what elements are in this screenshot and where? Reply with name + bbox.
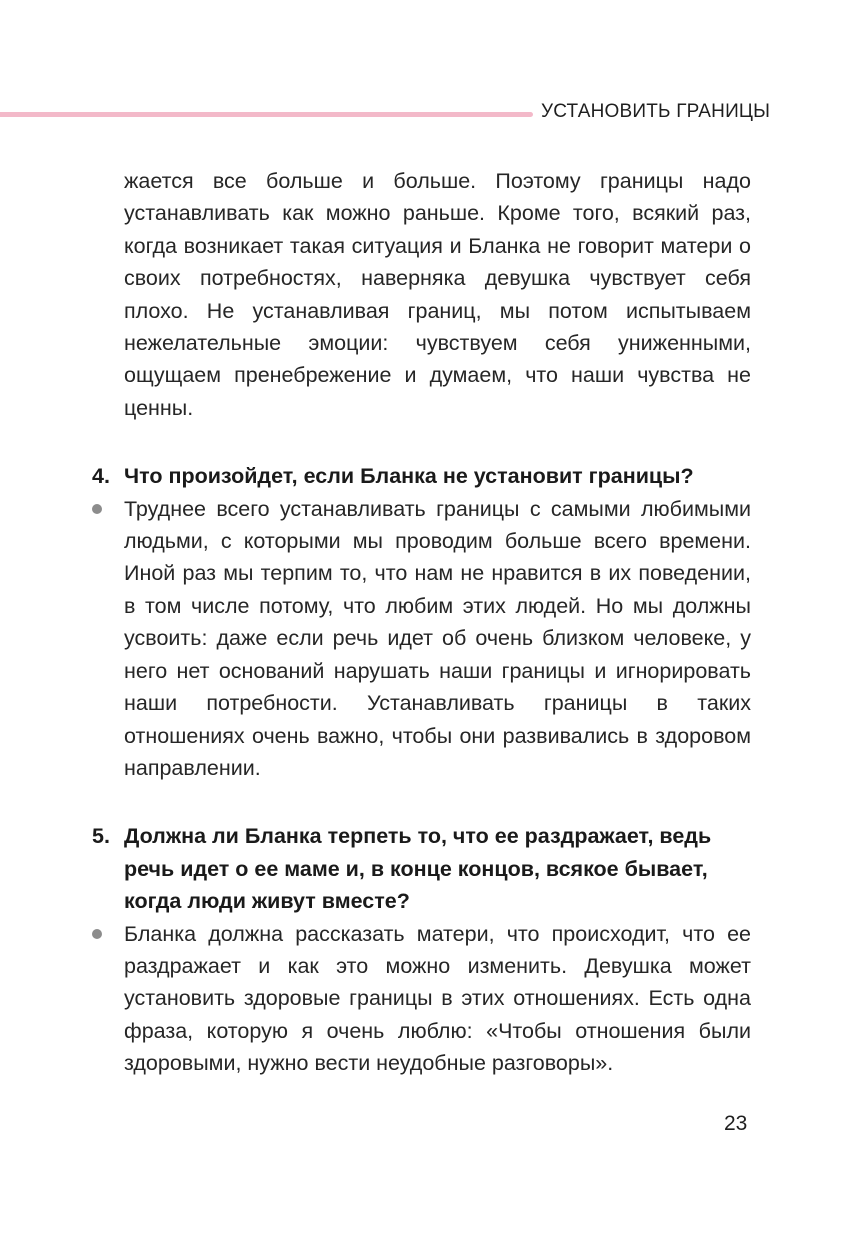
- answer-text: Труднее всего устанавливать границы с самыми любимыми людьми, с которыми мы проводим больше всего времени. Иной раз мы терпим то, что нам не нравится в их поведении, в том числе потому, что любим этих людей. Но мы должны усвоить: даже если речь идет об очень близком человеке, у него нет оснований нарушать наши границы и игнорировать наши потребности. Устанавливать границы в таких отношениях очень важно, чтобы они развивались в здоровом направлении.: [124, 496, 751, 780]
- question-heading: [92, 820, 751, 917]
- question-text: Должна ли Бланка терпеть то, что ее раздражает, ведь речь идет о ее маме и, в конце концов, всякое бывает, когда люди живут вместе?: [124, 824, 712, 914]
- bullet-icon: [92, 493, 124, 785]
- question-heading: [92, 460, 751, 492]
- page-body: [92, 165, 751, 1080]
- running-head-title: УСТАНОВИТЬ ГРАНИЦЫ: [541, 101, 771, 122]
- question-block-5: [92, 820, 751, 1079]
- answer-item: [92, 918, 751, 1080]
- continuation-paragraph: жается все больше и больше. Поэтому границы надо устанавливать как можно раньше. Кроме того, всякий раз, когда возникает такая ситуация и Бланка не говорит матери о своих потребностях, наверняка девушка чувствует себя плохо. Не устанавливая границ, мы потом испытываем нежелательные эмоции: чувствуем себя униженными, ощущаем пренебрежение и думаем, что наши чувства не ценны.: [124, 169, 751, 420]
- question-number: 5.: [92, 824, 110, 849]
- bullet-icon: [92, 918, 124, 1080]
- question-text: Что произойдет, если Бланка не установит границы?: [124, 464, 694, 489]
- answer-text: Бланка должна рассказать матери, что происходит, что ее раздражает и как это можно изменить. Девушка может установить здоровые границы в этих отношениях. Есть одна фраза, которую я очень люблю: «Чтобы отношения были здоровыми, нужно вести неудобные разговоры».: [124, 921, 751, 1076]
- question-number: 4.: [92, 464, 110, 489]
- question-block-4: [92, 460, 751, 784]
- header-decorative-rule: [0, 112, 533, 117]
- page-number: 23: [724, 1112, 748, 1135]
- answer-item: [92, 493, 751, 785]
